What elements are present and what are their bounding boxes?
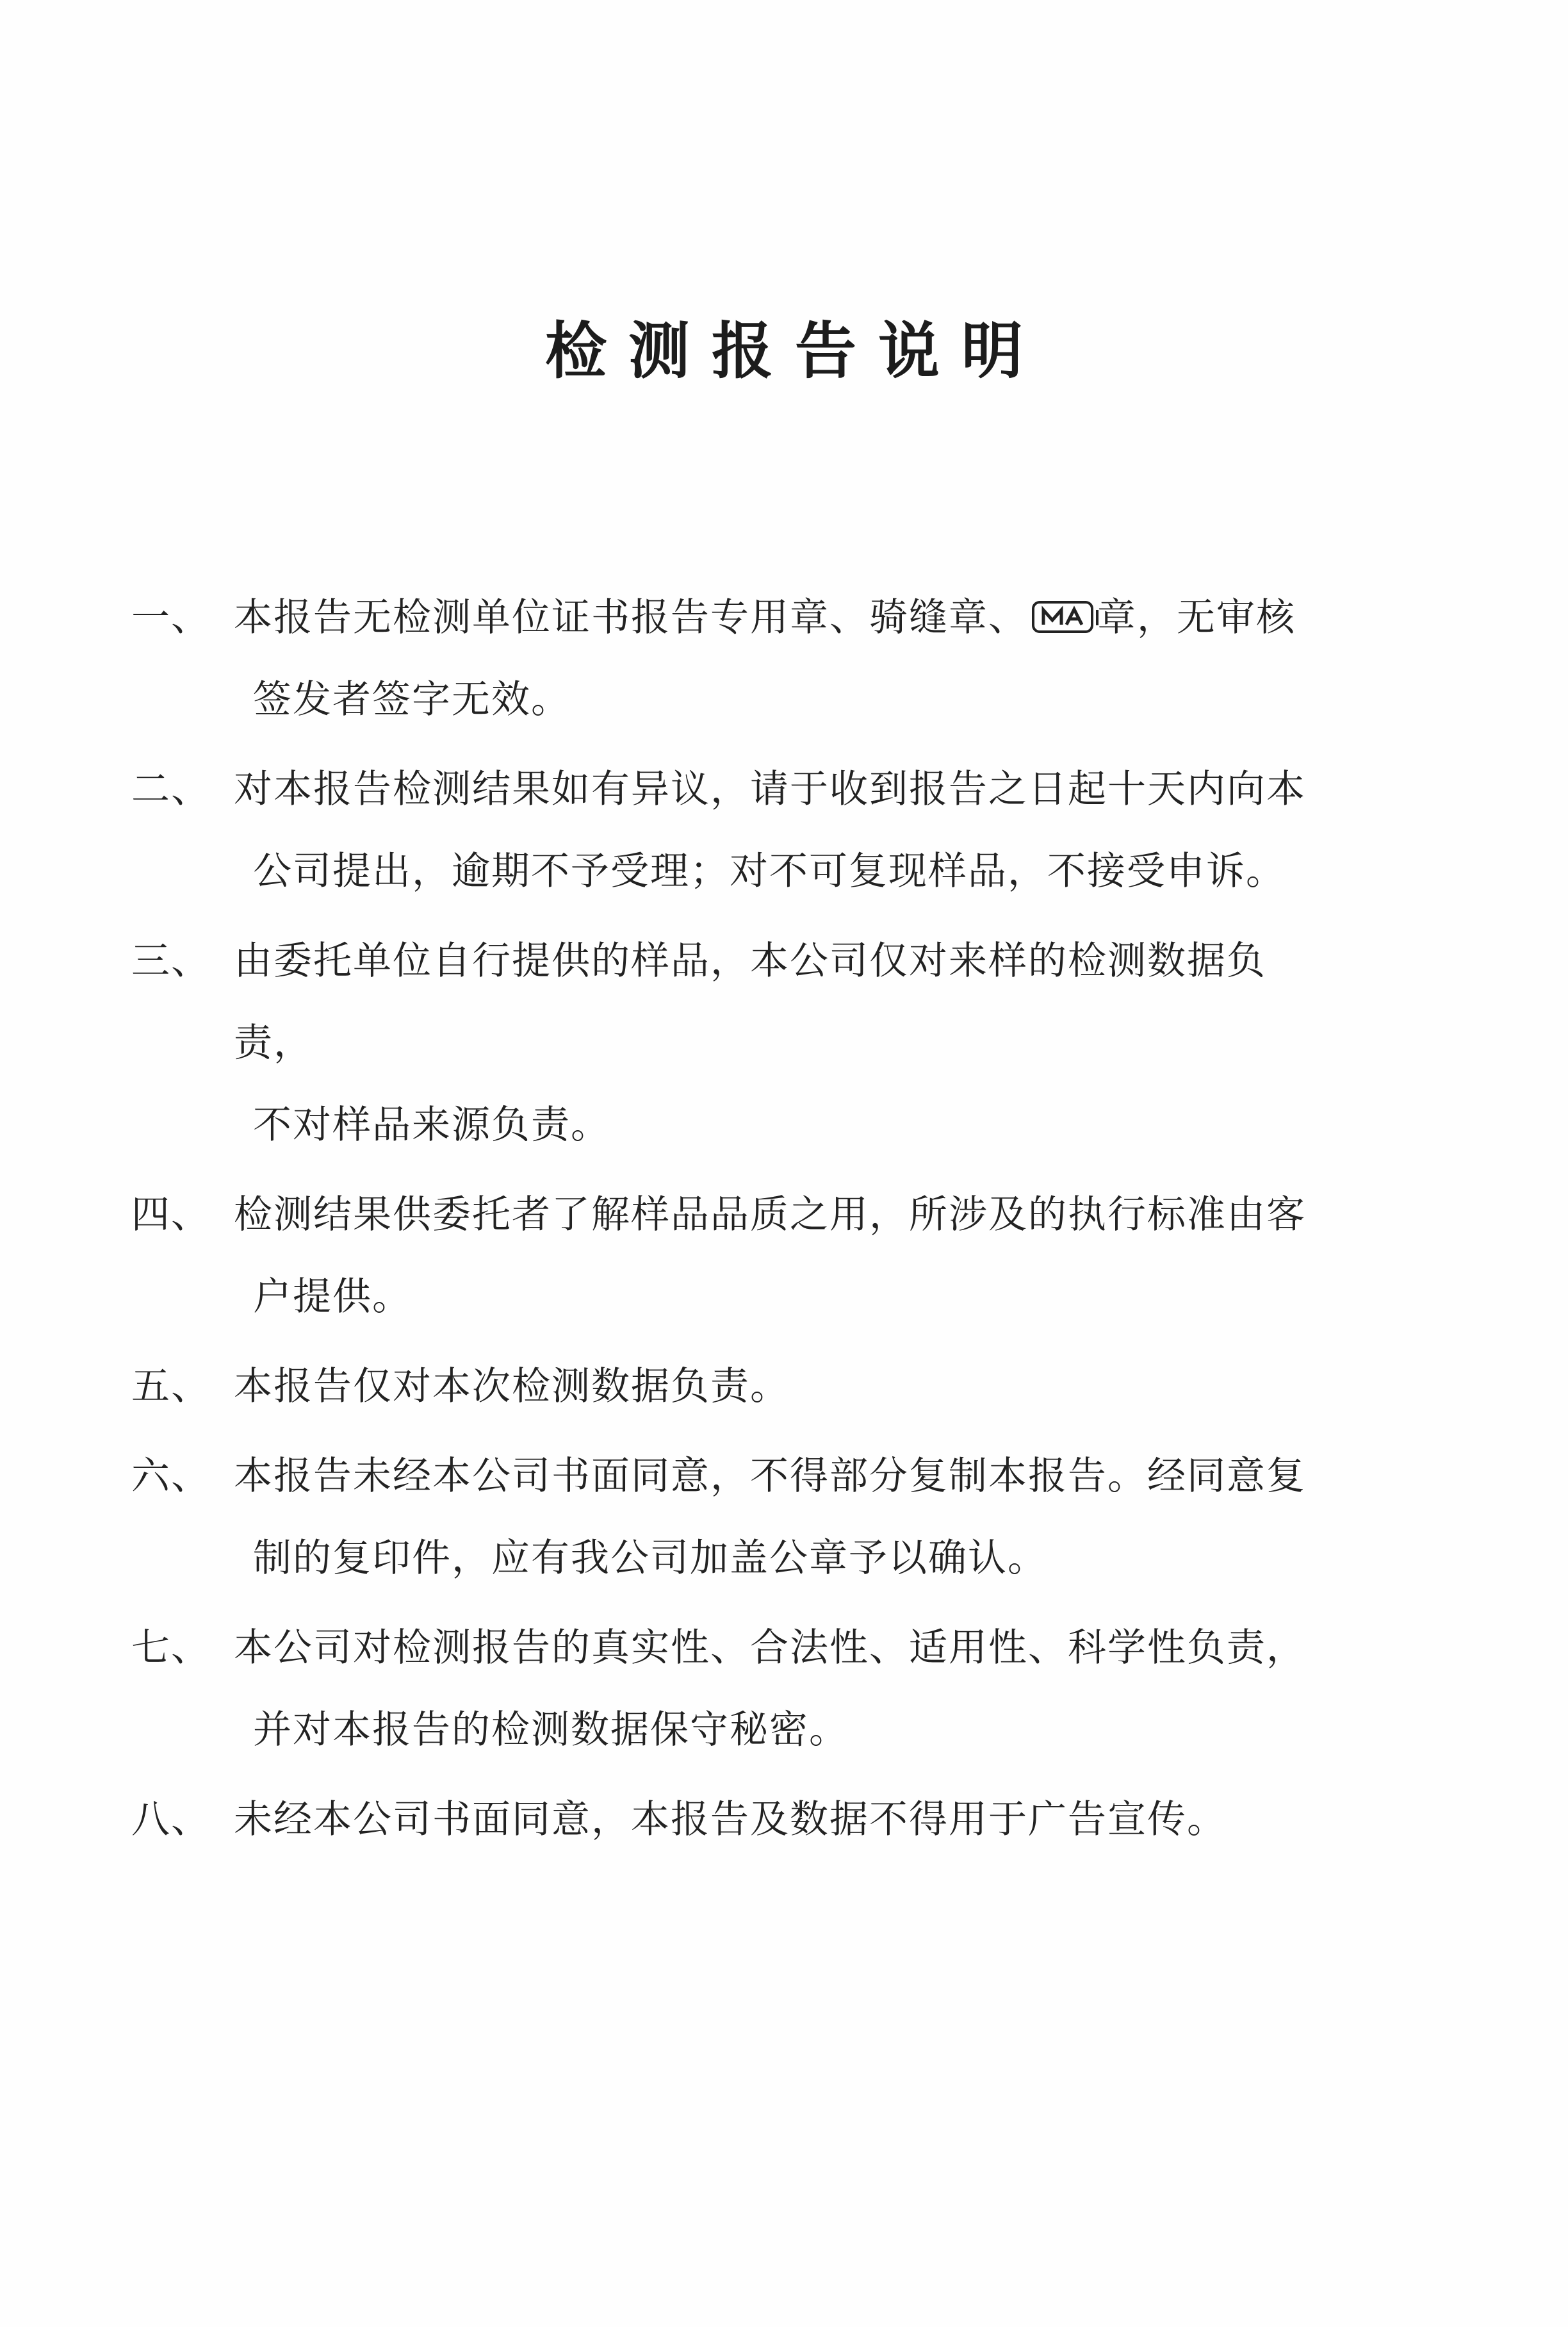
item-number: 六、	[131, 1454, 211, 1499]
item-number: 五、	[131, 1364, 211, 1409]
item-text-continued: 户提供。	[253, 1274, 412, 1319]
list-item	[131, 577, 1335, 741]
item-number: 四、	[131, 1192, 211, 1237]
item-number: 七、	[131, 1625, 211, 1670]
item-text-continued: 不对样品来源负责。	[253, 1103, 610, 1147]
item-text: 本报告仅对本次检测数据负责。	[234, 1364, 790, 1409]
item-text-part: 本报告无检测单位证书报告专用章、骑缝章、	[234, 595, 1028, 640]
item-text	[234, 577, 1335, 659]
item-number: 一、	[131, 595, 211, 640]
item-text-part: 章，无审核	[1097, 595, 1296, 640]
item-text: 检测结果供委托者了解样品品质之用，所涉及的执行标准由客	[234, 1192, 1306, 1237]
item-number: 二、	[131, 767, 211, 812]
item-text: 对本报告检测结果如有异议，请于收到报告之日起十天内向本	[234, 767, 1306, 812]
item-number: 八、	[131, 1797, 211, 1842]
item-text: 本公司对检测报告的真实性、合法性、适用性、科学性负责，	[234, 1625, 1306, 1670]
item-text: 本报告未经本公司书面同意，不得部分复制本报告。经同意复	[234, 1454, 1306, 1499]
item-text-continued: 签发者签字无效。	[253, 677, 571, 722]
item-text-continued: 制的复印件，应有我公司加盖公章予以确认。	[253, 1536, 1047, 1581]
list-item	[131, 1779, 1335, 1861]
list-item	[131, 1174, 1335, 1338]
list-item	[131, 920, 1335, 1166]
page-title: 检测报告说明	[545, 315, 1045, 387]
list-item	[131, 1345, 1335, 1427]
item-text-continued: 公司提出，逾期不予受理；对不可复现样品，不接受申诉。	[253, 849, 1286, 894]
list-item	[131, 1435, 1335, 1599]
cma-mark-icon	[1032, 601, 1093, 633]
item-text: 由委托单位自行提供的样品，本公司仅对来样的检测数据负责，	[234, 939, 1266, 1065]
list-item	[131, 1607, 1335, 1771]
item-number: 三、	[131, 939, 211, 983]
item-text-continued: 并对本报告的检测数据保守秘密。	[253, 1707, 849, 1752]
list-item	[131, 748, 1335, 912]
item-text: 未经本公司书面同意，本报告及数据不得用于广告宣传。	[234, 1797, 1227, 1842]
notice-list	[131, 577, 1335, 1868]
